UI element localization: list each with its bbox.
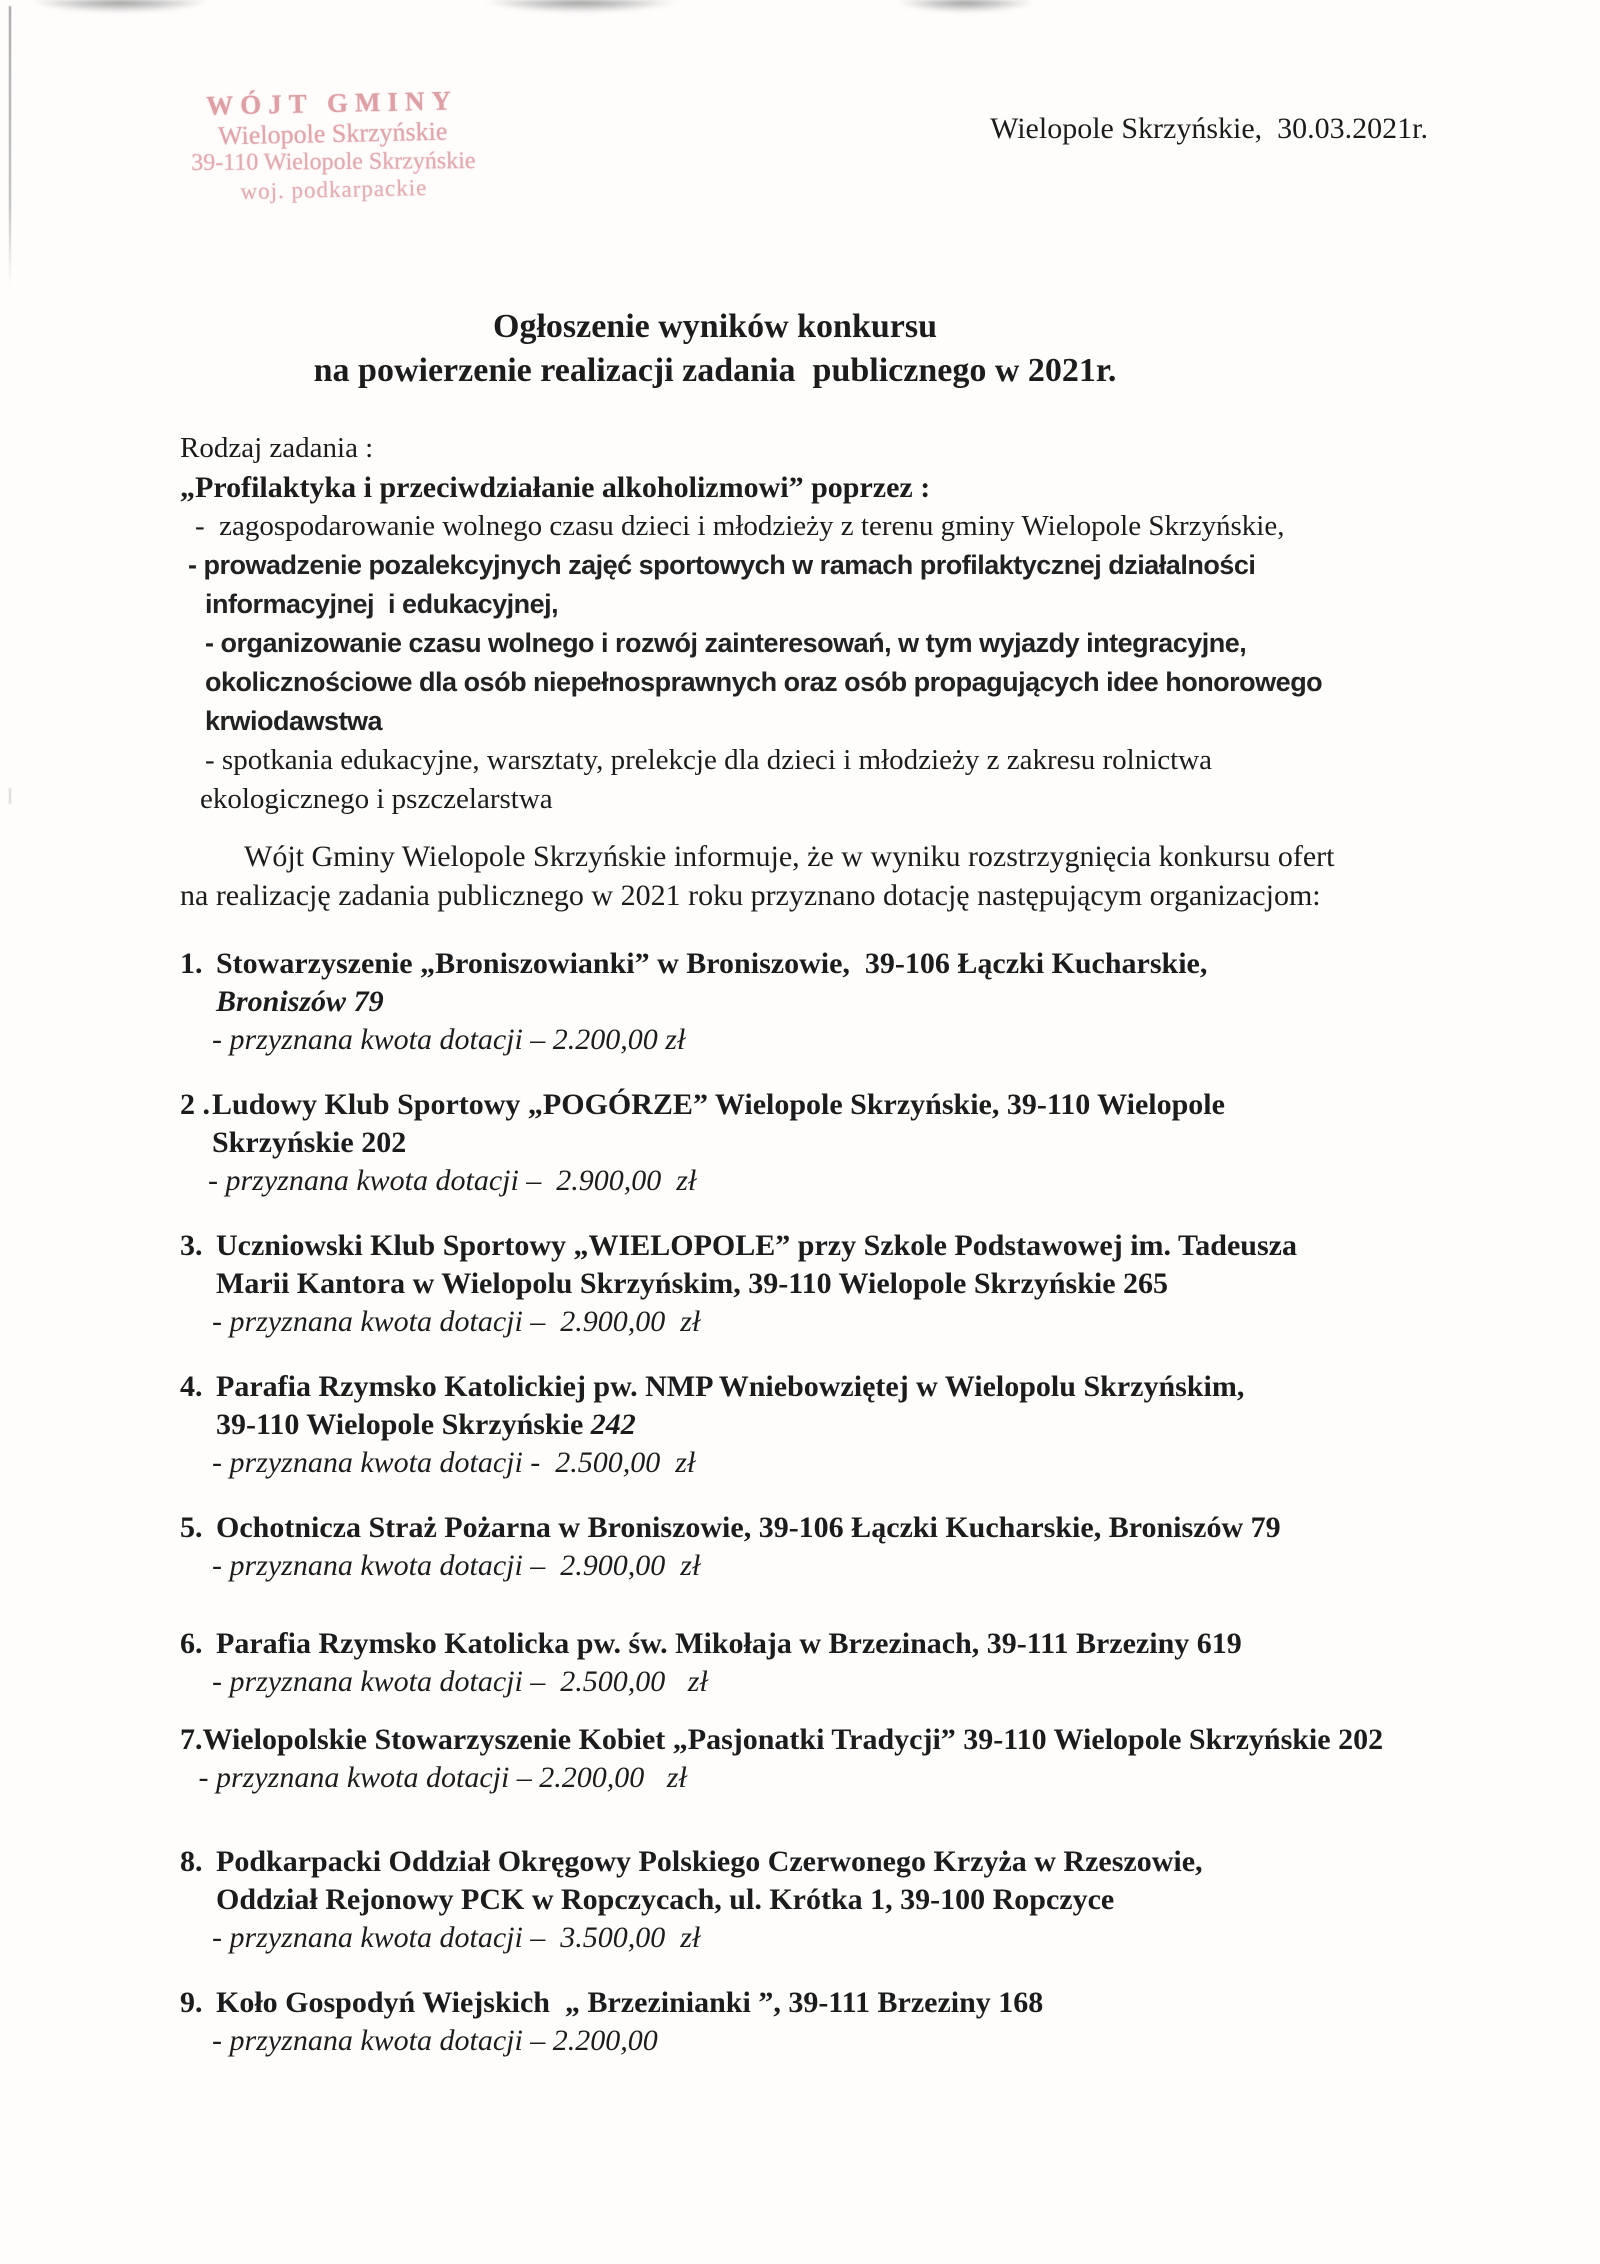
page-title: [180, 305, 1250, 393]
grant-name-line: Koło Gospodyń Wiejskich „ Brzezinianki ”, 39-111 Brzeziny 168: [216, 1986, 1044, 2019]
document-body: [180, 0, 1470, 2087]
grant-name-line: Ochotnicza Straż Pożarna w Broniszowie, 39-106 Łączki Kucharskie, Broniszów 79: [216, 1511, 1281, 1544]
task-bullet-2-cont: informacyjnej i edukacyjnej,: [205, 589, 559, 619]
grant-name-line: Parafia Rzymsko Katolickiej pw. NMP Wniebowziętej w Wielopolu Skrzyńskim,: [216, 1370, 1245, 1403]
grant-amount: - przyznana kwota dotacji – 2.200,00: [212, 2024, 658, 2057]
grant-number: 1.: [180, 947, 203, 980]
scan-artifact-left-line: [9, 6, 11, 286]
stamp-municipality: Wielopole Skrzyńskie: [217, 116, 448, 151]
grant-amount: - przyznana kwota dotacji - 2.500,00 zł: [212, 1446, 696, 1479]
grant-amount: - przyznana kwota dotacji – 2.200,00 zł: [212, 1023, 686, 1056]
stamp-voivodeship: woj. podkarpackie: [240, 175, 428, 205]
grant-amount: - przyznana kwota dotacji – 2.900,00 zł: [212, 1549, 701, 1582]
grants-list: [180, 945, 1470, 2060]
grant-amount: - przyznana kwota dotacji – 2.200,00 zł: [198, 1761, 687, 1794]
announcement-line-2: na realizację zadania publicznego w 2021 roku przyznano dotację następującym organizacjom:: [180, 879, 1321, 912]
grant-house-number: 242: [590, 1408, 636, 1441]
grant-name-line: [216, 1406, 1470, 1444]
grant-name-line: Parafia Rzymsko Katolicka pw. św. Mikołaja w Brzezinach, 39-111 Brzeziny 619: [216, 1627, 1242, 1660]
grant-name-line: Broniszów 79: [216, 985, 384, 1018]
grant-name-line: Oddział Rejonowy PCK w Ropczycach, ul. Krótka 1, 39-100 Ropczyce: [216, 1883, 1115, 1916]
task-label: Rodzaj zadania :: [180, 432, 374, 464]
task-heading: „Profilaktyka i przeciwdziałanie alkoholizmowi” poprzez :: [180, 471, 931, 504]
grant-address: 39-110 Wielopole Skrzyńskie: [216, 1408, 591, 1441]
task-bullet-3-cont-2: krwiodawstwa: [205, 706, 383, 736]
title-line-2: na powierzenie realizacji zadania publicznego w 2021r.: [313, 352, 1117, 389]
grant-item-2: [180, 1086, 1470, 1200]
grant-number: 9.: [180, 1986, 203, 2019]
grant-amount: - przyznana kwota dotacji – 2.900,00 zł: [212, 1305, 701, 1338]
task-bullet-4-cont: ekologicznego i pszczelarstwa: [200, 783, 553, 815]
grant-number: 2 .: [180, 1088, 210, 1121]
grant-number: 6.: [180, 1627, 203, 1660]
grant-item-9: [180, 1984, 1470, 2060]
grant-name-line: Wielopolskie Stowarzyszenie Kobiet „Pasjonatki Tradycji” 39-110 Wielopole Skrzyńskie 202: [202, 1723, 1384, 1756]
task-bullet-4: - spotkania edukacyjne, warsztaty, prelekcje dla dzieci i młodzieży z zakresu rolnictwa: [205, 744, 1213, 776]
grant-number: 3.: [180, 1229, 203, 1262]
grant-name-line: Podkarpacki Oddział Okręgowy Polskiego Czerwonego Krzyża w Rzeszowie,: [216, 1845, 1203, 1878]
grant-amount: - przyznana kwota dotacji – 3.500,00 zł: [212, 1921, 701, 1954]
announcement-line-1: Wójt Gminy Wielopole Skrzyńskie informuje, że w wyniku rozstrzygnięcia konkursu ofert: [244, 840, 1335, 873]
title-line-1: Ogłoszenie wyników konkursu: [493, 308, 937, 345]
date-line: Wielopole Skrzyńskie, 30.03.2021r.: [990, 112, 1428, 145]
grant-amount: - przyznana kwota dotacji – 2.900,00 zł: [208, 1164, 697, 1197]
stamp-office-name: WÓJT GMINY: [205, 85, 459, 121]
announcement-paragraph: [180, 837, 1470, 915]
grant-item-7: [180, 1721, 1470, 1797]
grant-item-6: [180, 1625, 1470, 1701]
grant-item-1: [180, 945, 1470, 1059]
grant-name-line: Marii Kantora w Wielopolu Skrzyńskim, 39-110 Wielopole Skrzyńskie 265: [216, 1267, 1169, 1300]
grant-item-4: [180, 1368, 1470, 1482]
task-bullet-2: - prowadzenie pozalekcyjnych zajęć sportowych w ramach profilaktycznej działalności: [188, 550, 1256, 580]
grant-name-line: Uczniowski Klub Sportowy „WIELOPOLE” przy Szkole Podstawowej im. Tadeusza: [216, 1229, 1297, 1262]
grant-number: 7.: [180, 1723, 203, 1756]
grant-number: 8.: [180, 1845, 203, 1878]
task-section: [180, 429, 1470, 819]
task-bullet-3: - organizowanie czasu wolnego i rozwój zainteresowań, w tym wyjazdy integracyjne,: [205, 628, 1247, 658]
task-bullet-1: - zagospodarowanie wolnego czasu dzieci i młodzieży z terenu gminy Wielopole Skrzyńskie,: [195, 510, 1285, 542]
grant-item-3: [180, 1227, 1470, 1341]
grant-number: 5.: [180, 1511, 203, 1544]
grant-name-line: Stowarzyszenie „Broniszowianki” w Broniszowie, 39-106 Łączki Kucharskie,: [216, 947, 1208, 980]
grant-number: 4.: [180, 1370, 203, 1403]
task-bullet-3-cont-1: okolicznościowe dla osób niepełnosprawnych oraz osób propagujących idee honorowego: [205, 667, 1323, 697]
grant-item-8: [180, 1843, 1470, 1957]
stamp-address: 39-110 Wielopole Skrzyńskie: [191, 148, 476, 177]
scan-artifact-left-dash: [9, 788, 11, 804]
grant-item-5: [180, 1509, 1470, 1585]
grant-name-line: Ludowy Klub Sportowy „POGÓRZE” Wielopole Skrzyńskie, 39-110 Wielopole: [212, 1088, 1225, 1121]
grant-name-line: Skrzyńskie 202: [212, 1126, 407, 1159]
grant-amount: - przyznana kwota dotacji – 2.500,00 zł: [212, 1665, 708, 1698]
